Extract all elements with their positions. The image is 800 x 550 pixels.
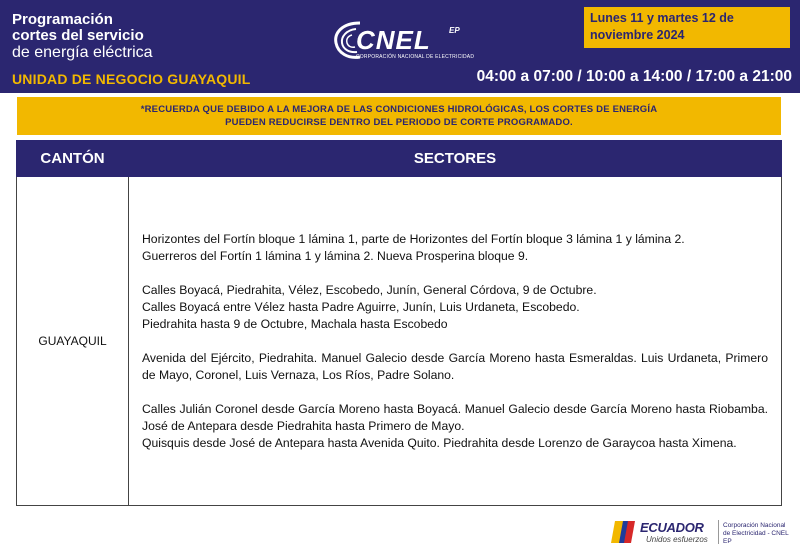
date-line-2: noviembre 2024 [590, 28, 685, 42]
footer-logo [611, 517, 791, 547]
corporation-name [723, 522, 791, 546]
sector-line: Horizontes del Fortín bloque 1 lámina 1, parte de Horizontes del Fortín bloque 3 lámina 1 y lámina 2. [142, 231, 685, 246]
notice-line-2: PUEDEN REDUCIRSE DENTRO DEL PERIODO DE CORTE PROGRAMADO. [225, 117, 573, 128]
notice-banner [17, 97, 781, 135]
sectors-cell [129, 177, 782, 506]
sector-paragraph [142, 401, 768, 452]
title-line-1: Programación [12, 11, 113, 28]
date-line-1: Lunes 11 y martes 12 de [590, 11, 734, 25]
page-title [12, 12, 153, 62]
ecuador-wordmark: ECUADOR [640, 520, 704, 535]
canton-cell: GUAYAQUIL [17, 177, 129, 506]
sector-paragraph [142, 350, 768, 384]
cnel-logo [330, 17, 480, 67]
sector-line: Quisquis desde José de Antepara hasta Avenida Quito. Piedrahita desde Lorenzo de Garaycoa hasta Ximena. [142, 435, 737, 450]
logo-wordmark: CNEL [356, 25, 431, 55]
column-header-sectors: SECTORES [129, 141, 782, 177]
sector-line: Calles Julián Coronel desde García Moreno hasta Boyacá. Manuel Galecio desde García Moreno hasta Riobamba. José de Antepara desde Piedrahita hasta Primero de Mayo. [142, 401, 768, 433]
ecuador-slogan: Unidos esfuerzos [646, 535, 708, 544]
sector-paragraph [142, 282, 768, 333]
corporation-line-2: de Electricidad - CNEL EP [723, 530, 789, 545]
title-line-2: cortes del servicio [12, 27, 144, 44]
notice-line-1: *RECUERDA QUE DEBIDO A LA MEJORA DE LAS CONDICIONES HIDROLÓGICAS, LOS CORTES DE ENERGÍA [140, 104, 658, 115]
sector-line: Piedrahita hasta 9 de Octubre, Machala hasta Escobedo [142, 316, 448, 331]
table-row [17, 177, 782, 506]
date-badge [584, 7, 790, 48]
logo-subtitle: CORPORACIÓN NACIONAL DE ELECTRICIDAD [356, 54, 475, 60]
table-header-row [17, 141, 782, 177]
footer-divider [718, 520, 719, 544]
schedule-hours: 04:00 a 07:00 / 10:00 a 14:00 / 17:00 a 21:00 [476, 68, 792, 85]
sector-paragraph [142, 231, 768, 265]
header-banner [0, 0, 800, 93]
ecuador-flag-stripes-icon [611, 519, 637, 545]
sector-line: Calles Boyacá entre Vélez hasta Padre Aguirre, Junín, Luis Urdaneta, Escobedo. [142, 299, 580, 314]
column-header-canton: CANTÓN [17, 141, 129, 177]
corporation-line-1: Corporación Nacional [723, 522, 786, 529]
title-line-3: de energía eléctrica [12, 44, 153, 61]
sector-line: Avenida del Ejército, Piedrahita. Manuel Galecio desde García Moreno hasta Esmeraldas. Luis Urdaneta, Primero de Mayo, Coronel, Luis Vernaza, Los Ríos, Padre Solano. [142, 350, 768, 382]
outage-table [16, 140, 782, 506]
business-unit-label: UNIDAD DE NEGOCIO GUAYAQUIL [12, 71, 251, 87]
logo-ep: EP [449, 26, 460, 35]
sector-line: Guerreros del Fortín 1 lámina 1 y lámina 2. Nueva Prosperina bloque 9. [142, 248, 529, 263]
sector-line: Calles Boyacá, Piedrahita, Vélez, Escobedo, Junín, General Córdova, 9 de Octubre. [142, 282, 597, 297]
